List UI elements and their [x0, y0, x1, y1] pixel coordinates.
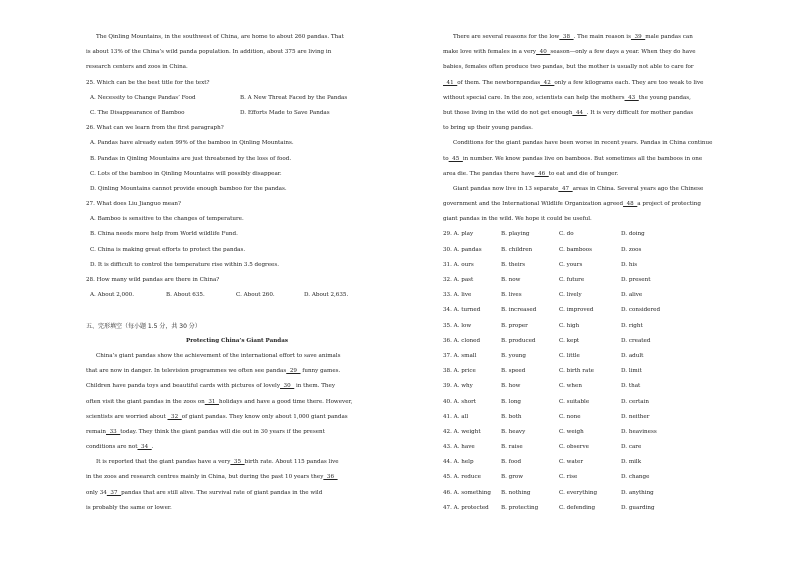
option: 44. A. help — [443, 459, 474, 466]
option: 39. A. why — [443, 383, 473, 390]
option: D. considered — [621, 307, 661, 314]
option: 45. A. reduce — [443, 474, 481, 481]
option: C. improved — [559, 307, 594, 314]
option-row — [443, 395, 749, 410]
option: 35. A. low — [443, 322, 472, 329]
option: D. Efforts Made to Save Pandas — [240, 109, 330, 116]
option: C. defending — [559, 504, 596, 511]
option: D. It is difficult to control the temperature rise within 3.5 degrees. — [90, 261, 279, 268]
option: B. playing — [501, 231, 530, 238]
section-heading: 五、完形填空（每小题 1.5 分，共 30 分） — [86, 322, 201, 330]
option-row — [86, 182, 388, 197]
option: B. how — [501, 383, 521, 390]
option: B. long — [501, 398, 522, 405]
cloze-line — [86, 364, 388, 379]
text-run: scientists are worried about — [86, 413, 168, 420]
cloze-blank: 33 — [106, 428, 121, 435]
option-row — [86, 106, 388, 121]
option: B. raise — [501, 444, 523, 451]
cloze-line — [443, 106, 749, 121]
option-row — [443, 486, 749, 501]
text-run: is probably the same or lower. — [86, 504, 172, 511]
option: D. created — [621, 337, 651, 344]
cloze-line — [86, 349, 388, 364]
option: B. food — [501, 459, 522, 466]
text-run: make love with females in a very — [443, 49, 537, 56]
cloze-blank: 40 — [536, 49, 551, 56]
text-run: . It is very difficult for mother pandas — [586, 109, 694, 116]
option: B. children — [501, 246, 533, 253]
option: D. anything — [621, 489, 654, 496]
option: B. theirs — [501, 261, 526, 268]
text-run: often visit the giant pandas in the zoos on — [86, 398, 205, 405]
cloze-blank: 43 — [624, 94, 639, 101]
option: D. heaviness — [621, 428, 657, 435]
option: 31. A. ours — [443, 261, 474, 268]
text-run: to eat and die of hunger. — [548, 170, 619, 177]
cloze-line — [443, 30, 749, 45]
option-row — [86, 288, 388, 303]
option: A. Necessity to Change Pandas’ Food — [90, 94, 196, 101]
option: C. little — [559, 352, 580, 359]
option: C. future — [559, 277, 585, 283]
cloze-line — [86, 395, 388, 410]
text-run: a project of protecting — [637, 201, 701, 208]
cloze-line — [86, 379, 388, 394]
option-row — [443, 319, 749, 334]
option: D. guarding — [621, 504, 655, 511]
option: 29. A. play — [443, 231, 474, 238]
option: D. neither — [621, 413, 650, 420]
question-stem: 28. How many wild pandas are there in China? — [86, 277, 220, 283]
cloze-blank: 31 — [204, 398, 220, 405]
option: B. protecting — [501, 504, 539, 511]
option: D. Qinling Mountains cannot provide enough bamboo for the pandas. — [90, 185, 287, 192]
option: C. everything — [559, 489, 598, 496]
passage-line: is about 13% of the China’s wild panda population. In addition, about 375 are living in — [86, 49, 332, 56]
option: 38. A. price — [443, 368, 476, 375]
text-run: . The main reason is — [573, 34, 631, 40]
option: C. none — [559, 413, 581, 420]
text-run: but those living in the wild do not get enough — [443, 109, 573, 116]
text-run: conditions are not — [86, 444, 138, 451]
cloze-line — [86, 486, 388, 501]
cloze-blank: 47 — [558, 185, 573, 192]
option: D. About 2,635. — [304, 292, 349, 299]
option: D. milk — [621, 459, 642, 466]
option: C. high — [559, 322, 580, 329]
cloze-line — [443, 152, 749, 167]
cloze-blank: 44 — [572, 109, 587, 116]
option: B. grow — [501, 474, 524, 481]
option: B. now — [501, 277, 521, 283]
option-row — [443, 501, 749, 516]
text-run: area die. The pandas there have — [443, 170, 535, 177]
option: 46. A. something — [443, 489, 491, 496]
option: B. China needs more help from World wildlife Fund. — [90, 231, 238, 238]
option: D. care — [621, 444, 642, 451]
option: A. Pandas have already eaten 99% of the bamboo in Qinling Mountains. — [90, 140, 294, 147]
option: D. change — [621, 474, 650, 481]
text-run: funny games. — [300, 368, 341, 375]
option-row — [443, 425, 749, 440]
cloze-blank: 38 — [559, 34, 574, 40]
option: 36. A. cloned — [443, 337, 481, 344]
option: A. Bamboo is sensitive to the changes of temperature. — [90, 216, 244, 223]
option: C. birth rate — [559, 368, 594, 375]
text-run: the young pandas, — [638, 94, 691, 101]
text-run: only 34 — [86, 489, 107, 496]
option-row — [86, 212, 388, 227]
option-row — [443, 440, 749, 455]
cloze-line — [443, 182, 749, 197]
option-row — [443, 243, 749, 258]
option: C. rise — [559, 474, 578, 481]
cloze-line — [86, 470, 388, 485]
option: B. increased — [501, 307, 537, 314]
cloze-line — [86, 440, 388, 455]
cloze-blank: 34 — [137, 444, 152, 451]
cloze-line — [443, 45, 749, 60]
text-run: holidays and have a good time there. However, — [219, 398, 353, 405]
option: C. About 260. — [236, 292, 275, 299]
option: D. zoos — [621, 246, 642, 253]
text-run: of them. The newbornpandas — [457, 79, 541, 86]
option-row — [443, 288, 749, 303]
option-row — [86, 136, 388, 151]
text-run: Giant pandas now live in 13 separate — [453, 185, 559, 192]
text-run: China’s giant pandas show the achievement of the international effort to save animals — [96, 352, 341, 359]
option: 30. A. pandas — [443, 246, 482, 253]
option: 33. A. live — [443, 292, 472, 299]
option: C. The Disappearance of Bamboo — [90, 109, 185, 116]
text-run: in them. They — [294, 383, 336, 390]
cloze-line — [443, 167, 749, 182]
text-run: without special care. In the zoo, scientists can help the mothers — [443, 94, 625, 101]
option: B. speed — [501, 368, 526, 375]
question-stem: 26. What can we learn from the first paragraph? — [86, 125, 224, 132]
option-row — [443, 334, 749, 349]
cloze-blank: 30 — [280, 383, 295, 390]
question-stem: 27. What does Liu Jianguo mean? — [86, 201, 182, 208]
passage-line: research centers and zoos in China. — [86, 64, 188, 71]
option-row — [443, 273, 749, 288]
text-run: today. They think the giant pandas will die out in 30 years if the present — [120, 428, 325, 435]
cloze-line — [443, 197, 749, 212]
option: D. that — [621, 383, 641, 390]
text-run: government and the International Wildlife Organization agreed — [443, 201, 624, 208]
option: D. doing — [621, 231, 645, 238]
option: B. lives — [501, 292, 522, 299]
option: D. alive — [621, 292, 643, 299]
text-run: . — [151, 444, 154, 451]
option: C. observe — [559, 444, 589, 451]
option: C. Lots of the bamboo in Qinling Mountains will possibly disappear. — [90, 170, 282, 177]
option: D. adult — [621, 352, 644, 359]
cloze-line — [443, 212, 749, 227]
text-run: that are now in danger. In television programmes we often see pandas — [86, 368, 287, 375]
option: 37. A. small — [443, 352, 477, 359]
text-run: Conditions for the giant pandas have been worse in recent years. Pandas in China continue — [453, 140, 713, 147]
cloze-line — [443, 136, 749, 151]
cloze-blank: 48 — [623, 201, 638, 208]
cloze-line — [443, 91, 749, 106]
text-run: male pandas can — [645, 34, 693, 40]
option-row — [86, 227, 388, 242]
option-row — [443, 349, 749, 364]
option: D. limit — [621, 368, 642, 375]
option-row — [86, 167, 388, 182]
text-run: only a few kilograms each. They are too weak to live — [554, 79, 704, 86]
option: 41. A. all — [443, 413, 469, 420]
cloze-line — [86, 425, 388, 440]
option: C. yours — [559, 261, 583, 268]
cloze-blank: 32 — [167, 413, 182, 420]
text-run: giant pandas in the wild. We hope it could be useful. — [443, 216, 592, 223]
option: A. About 2,000. — [90, 292, 135, 299]
text-run: remain — [86, 428, 107, 435]
option: C. do — [559, 231, 574, 238]
option: B. proper — [501, 322, 528, 329]
option-row — [443, 303, 749, 318]
text-run: babies, females often produce two pandas, but the mother is usually not able to care for — [443, 64, 694, 71]
option-row — [443, 258, 749, 273]
option: D. present — [621, 277, 651, 283]
option: B. produced — [501, 337, 536, 344]
option: C. when — [559, 383, 582, 390]
option-row — [86, 258, 388, 273]
option: C. kept — [559, 337, 580, 344]
left-column — [86, 30, 388, 516]
option-row — [86, 152, 388, 167]
option: C. China is making great efforts to protect the pandas. — [90, 246, 246, 253]
cloze-blank: 41 — [443, 79, 458, 86]
cloze-line — [443, 121, 749, 136]
option: D. right — [621, 322, 643, 329]
option: C. lively — [559, 292, 582, 299]
option-row — [443, 227, 749, 242]
option: B. Pandas in Qinling Mountains are just threatened by the loss of food. — [90, 155, 292, 162]
option: 40. A. short — [443, 398, 477, 405]
cloze-blank: 36 — [323, 474, 338, 481]
right-column — [443, 30, 749, 516]
cloze-blank: 35 — [230, 459, 245, 466]
option: B. both — [501, 413, 522, 420]
option-row — [86, 91, 388, 106]
text-run: to bring up their young pandas. — [443, 125, 533, 132]
cloze-title: Protecting China’s Giant Pandas — [185, 337, 288, 344]
text-run: of giant pandas. They know only about 1,000 giant pandas — [181, 413, 348, 420]
cloze-blank: 42 — [540, 79, 555, 86]
text-run: There are several reasons for the low — [453, 34, 560, 40]
option-row — [443, 455, 749, 470]
option: C. water — [559, 459, 583, 466]
cloze-blank: 46 — [534, 170, 549, 177]
option: C. bamboos — [559, 246, 593, 253]
cloze-blank: 39 — [630, 34, 646, 40]
option: D. his — [621, 261, 638, 268]
option: D. certain — [621, 398, 649, 405]
spacer — [86, 303, 388, 318]
question-stem: 25. Which can be the best title for the text? — [86, 79, 210, 86]
option: B. nothing — [501, 489, 531, 496]
text-run: It is reported that the giant pandas have a very — [96, 459, 231, 466]
cloze-blank: 29 — [286, 368, 301, 375]
text-run: Children have panda toys and beautiful cards with pictures of lovely — [86, 383, 280, 390]
cloze-blank: 37 — [106, 489, 122, 496]
option-row — [443, 470, 749, 485]
option: B. young — [501, 352, 526, 359]
passage-line: The Qinling Mountains, in the southwest of China, are home to about 260 pandas. That — [96, 34, 344, 40]
text-run: birth rate. About 115 pandas live — [244, 459, 339, 466]
option: B. A New Threat Faced by the Pandas — [240, 94, 348, 101]
cloze-line — [86, 501, 388, 516]
option: 34. A. turned — [443, 307, 481, 314]
option: 32. A. past — [443, 277, 474, 283]
option: B. heavy — [501, 428, 526, 435]
text-run: in the zoos and research centres mainly in China, but during the past 10 years they — [86, 474, 324, 481]
text-run: season—only a few days a year. When they do have — [550, 49, 696, 56]
option-row — [443, 364, 749, 379]
cloze-line — [86, 410, 388, 425]
option: 42. A. weight — [443, 428, 481, 435]
cloze-line — [86, 455, 388, 470]
cloze-blank: 45 — [448, 155, 463, 162]
option: C. suitable — [559, 398, 590, 405]
option: C. weigh — [559, 428, 584, 435]
option: 47. A. protected — [443, 504, 489, 511]
option-row — [443, 379, 749, 394]
text-run: areas in China. Several years ago the Chinese — [572, 185, 704, 192]
option-row — [443, 410, 749, 425]
text-run: in number. We know pandas live on bamboos. But sometimes all the bamboos in one — [462, 155, 703, 162]
option: B. About 635. — [166, 292, 205, 299]
option-row — [86, 243, 388, 258]
text-run: pandas that are still alive. The survival rate of giant pandas in the wild — [121, 489, 323, 496]
cloze-line — [443, 60, 749, 75]
option: 43. A. have — [443, 444, 475, 451]
text-run: to — [443, 155, 449, 162]
cloze-line — [443, 76, 749, 91]
